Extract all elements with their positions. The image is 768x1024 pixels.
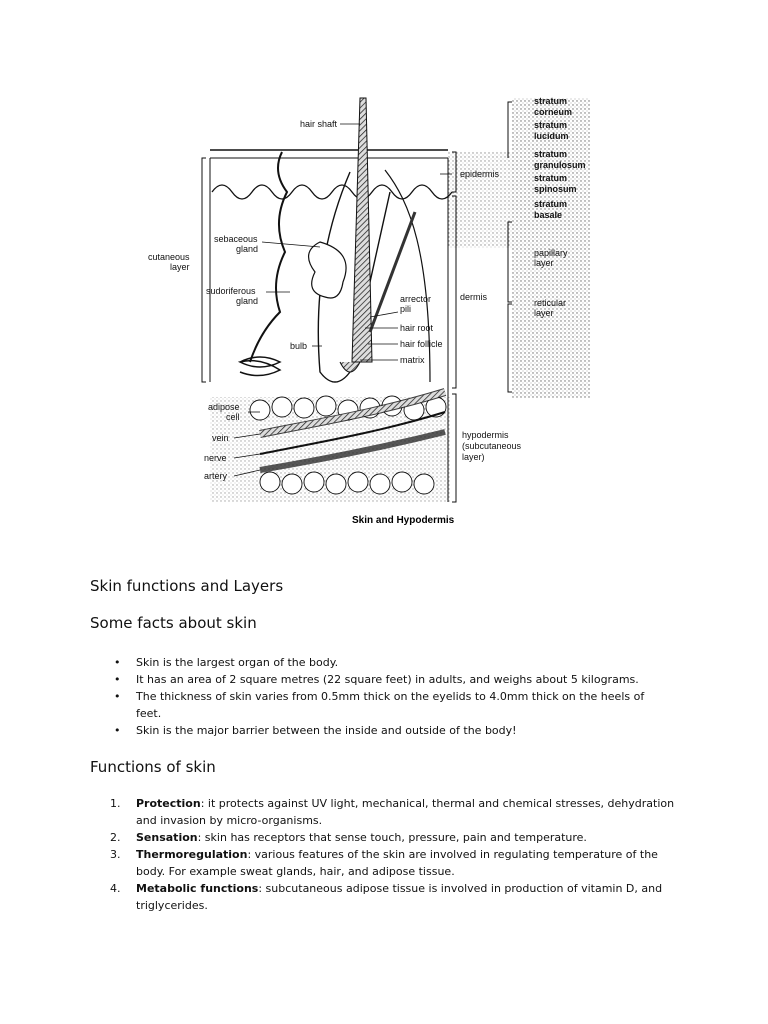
label-hair-root: hair root [400,323,434,333]
label-stratum-1: stratum [534,96,568,106]
label-adipose-1: adipose [208,402,240,412]
label-hypodermis-1: hypodermis [462,430,509,440]
label-vein: vein [212,433,229,443]
label-dermis: dermis [460,292,488,302]
label-reticular-2: layer [534,308,554,318]
label-arrector-1: arrector [400,294,432,304]
item-number: 3. [110,848,121,861]
label-matrix: matrix [400,355,425,365]
label-arrector-2: pili [400,304,412,314]
list-item [110,795,680,829]
label-sebaceous-2: gland [236,244,259,254]
label-sebaceous-1: sebaceous [214,234,258,244]
label-basale: basale [534,210,563,220]
label-papillary-2: layer [534,258,554,268]
facts-list [110,654,670,739]
label-hypodermis-3: layer) [462,452,485,462]
label-nerve: nerve [204,453,227,463]
label-lucidum: lucidum [534,131,569,141]
list-item: • Skin is the major barrier between the inside and outside of the body! [110,722,670,739]
label-stratum-2: stratum [534,120,568,130]
facts-heading: Some facts about skin [90,614,257,632]
skin-diagram [148,92,600,532]
label-hair-shaft: hair shaft [300,119,338,129]
label-papillary-1: papillary [534,248,568,258]
item-term: Sensation [136,831,198,844]
label-adipose-2: cell [226,412,240,422]
list-item [110,846,680,880]
item-number: 2. [110,831,121,844]
list-item: • The thickness of skin varies from 0.5mm thick on the eyelids to 4.0mm thick on the heels of feet. [110,688,670,722]
functions-list [110,795,680,914]
label-hypodermis-2: (subcutaneous [462,441,522,451]
label-reticular-1: reticular [534,298,567,308]
label-epidermis: epidermis [460,169,500,179]
item-text: : subcutaneous adipose tissue is involved in production of vitamin D, and triglycerides. [136,882,663,912]
item-term: Metabolic functions [136,882,259,895]
label-sudoriferous-2: gland [236,296,259,306]
functions-heading: Functions of skin [90,758,216,776]
label-granulosum: granulosum [534,160,586,170]
label-stratum-5: stratum [534,199,568,209]
list-item: • It has an area of 2 square metres (22 square feet) in adults, and weighs about 5 kilograms. [110,671,670,688]
item-number: 4. [110,882,121,895]
label-hair-follicle: hair follicle [400,339,443,349]
figure-caption: Skin and Hypodermis [352,515,455,526]
label-corneum: corneum [534,107,573,117]
list-item [110,829,680,846]
label-stratum-3: stratum [534,149,568,159]
label-cutaneous-1: cutaneous [148,252,190,262]
list-item [110,880,680,914]
label-bulb: bulb [290,341,308,351]
page-title: Skin functions and Layers [90,577,284,595]
item-term: Protection [136,797,201,810]
label-cutaneous-2: layer [170,262,190,272]
item-text: : various features of the skin are involved in regulating temperature of the body. For example sweat glands, hair, and adipose tissue. [136,848,658,878]
item-number: 1. [110,797,121,810]
label-spinosum: spinosum [534,184,577,194]
item-text: : it protects against UV light, mechanical, thermal and chemical stresses, dehydration and invasion by micro-organisms. [136,797,675,827]
item-text: : skin has receptors that sense touch, pressure, pain and temperature. [197,831,587,844]
label-sudoriferous-1: sudoriferous [206,286,256,296]
label-stratum-4: stratum [534,173,568,183]
item-term: Thermoregulation [136,848,248,861]
label-artery: artery [204,471,228,481]
list-item: • Skin is the largest organ of the body. [110,654,670,671]
